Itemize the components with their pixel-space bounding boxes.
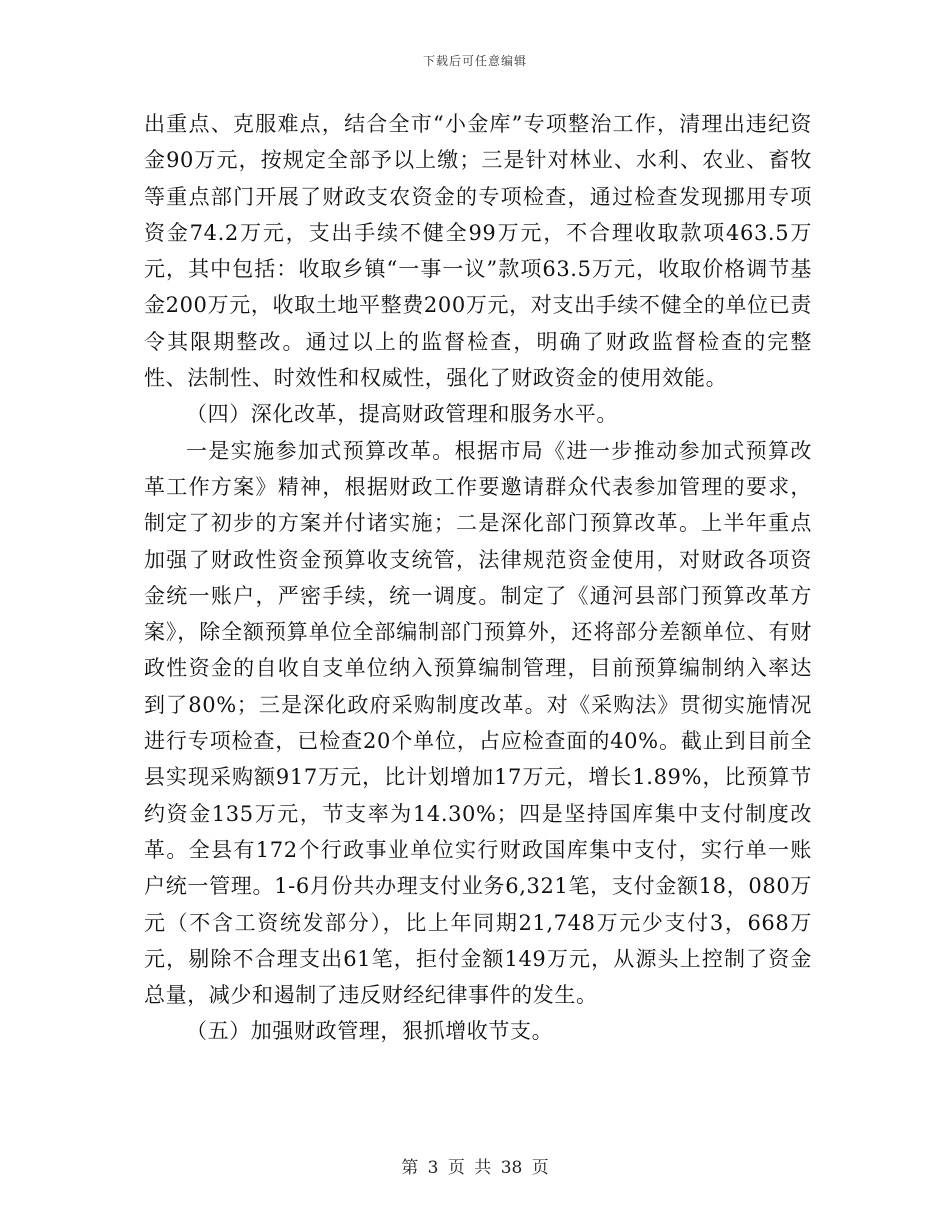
paragraph-continuation: 出重点、克服难点，结合全市“小金库”专项整治工作，清理出违纪资金90万元，按规定全部予以上缴；三是针对林业、水利、农业、畜牧等重点部门开展了财政支农资金的专项检查，通过检查发现挪用专项资金74.2万元，支出手续不健全99万元，不合理收取款项463.5万元，其中包括：收取乡镇“一事一议”款项63.5万元，收取价格调节基金200万元，收取土地平整费200万元，对支出手续不健全的单位已责令其限期整改。通过以上的监督检查，明确了财政监督检查的完整性、法制性、时效性和权威性，强化了财政资金的使用效能。 bbox=[144, 112, 812, 391]
section-heading-five: （五）加强财政管理，狠抓增收节支。 bbox=[186, 1019, 554, 1044]
paragraph-reform: 一是实施参加式预算改革。根据市局《进一步推动参加式预算改革工作方案》精神，根据财政工作要邀请群众代表参加管理的要求，制定了初步的方案并付诸实施；二是深化部门预算改革。上半年重点加强了财政性资金预算收支统管，法律规范资金使用，对财政各项资金统一账户，严密手续，统一调度。制定了《通河县部门预算改革方案》，除全额预算单位全部编制部门预算外，还将部分差额单位、有财政性资金的自收自支单位纳入预算编制管理，目前预算编制纳入率达到了80%；三是深化政府采购制度改革。对《采购法》贯彻实施情况进行专项检查，已检查20个单位，占应检查面的40%。截止到目前全县实现采购额917万元，比计划增加17万元，增长1.89%，比预算节约资金135万元，节支率为14.30%；四是坚持国库集中支付制度改革。全县有172个行政事业单位实行财政国库集中支付，实行单一账户统一管理。1-6月份共办理支付业务6,321笔，支付金额18，080万元（不含工资统发部分），比上年同期21,748万元少支付3，668万元，剔除不合理支出61笔，拒付金额149万元，从源头上控制了资金总量，减少和遏制了违反财经纪律事件的发生。 bbox=[144, 438, 812, 1008]
document-body bbox=[144, 106, 812, 1050]
page-number-footer: 第 3 页 共 38 页 bbox=[401, 1158, 549, 1178]
section-heading-four: （四）深化改革，提高财政管理和服务水平。 bbox=[186, 402, 618, 427]
page-header: 下载后可任意编辑 bbox=[422, 54, 527, 68]
